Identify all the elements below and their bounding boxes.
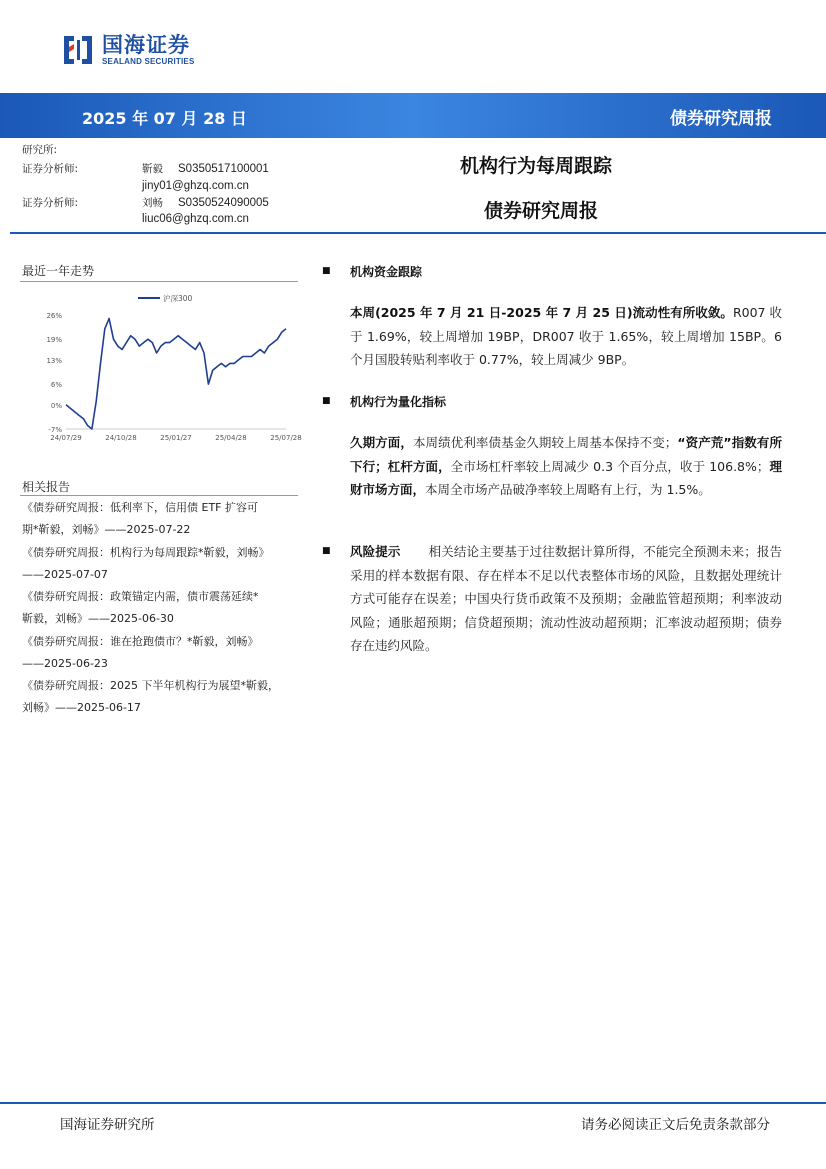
related-report-line[interactable]: 《债券研究周报：2025 下半年机构行为展望*靳毅， [22,679,279,692]
y-tick-label: 26% [46,312,62,320]
x-tick-label: 25/01/27 [160,434,192,442]
chart-x-axis [50,434,301,442]
risk-text: 相关结论主要基于过往数据计算所得，不能完全预测未来；报告采用的样本数据有限、存在样本不足以代表整体市场的风险，且数据处理统计方式可能存在误差；中国央行货币政策不及预期；金融监管超预期；利率波动风险；通胀超预期；信贷超预期；流动性波动超预期；汇率波动超预期；债券存在违约风险。 [350,544,782,653]
header-divider [10,232,826,234]
logo-english-name: SEALAND SECURITIES [102,57,195,66]
related-report-line[interactable]: ——2025-06-23 [22,657,108,670]
section-bullet-icon: ■ [322,396,331,406]
asset-shortage-lead: “资产荒”指数有所下行；杠杆方面， [350,435,782,474]
chart-y-axis [46,312,62,434]
duration-lead: 久期方面， [350,435,413,450]
duration-text: 本周绩优利率债基金久期较上周基本保持不变； [412,435,678,450]
analyst-name: 刘畅 [142,197,163,209]
risk-title: 风险提示 [350,544,401,559]
related-report-line[interactable]: 刘畅》——2025-06-17 [22,701,141,714]
related-divider [20,495,298,496]
report-type: 债券研究周报 [670,109,772,129]
risk-paragraph [350,540,782,658]
footer-institute: 国海证券研究所 [60,1117,155,1133]
wealth-text: 本周全市场产品破净率较上周略有上行，为 1.5%。 [425,482,711,497]
footer-divider [0,1102,826,1104]
analyst-code: S0350517100001 [178,163,269,175]
y-tick-label: 13% [46,356,62,365]
section-title: 机构行为量化指标 [350,395,447,409]
y-tick-label: 6% [50,381,62,390]
analyst-label: 证券分析师: [22,197,79,209]
x-tick-label: 24/07/29 [50,434,82,442]
analyst-code: S0350524090005 [178,197,269,209]
related-report-line[interactable]: 《债券研究周报：政策锚定内需，债市震荡延续* [22,590,259,603]
indicator-paragraph [350,431,782,502]
logo-mark-icon [60,32,96,68]
liquidity-text: R007 收于 1.69%，较上周增加 19BP，DR007 收于 1.65%，较上周增加 15BP。6 个月国股转贴利率收于 0.77%，较上周减少 9BP。 [350,305,782,367]
analyst-email[interactable]: jiny01@ghzq.com.cn [142,180,249,192]
trend-chart [20,281,302,447]
y-tick-label: 19% [46,336,62,345]
y-tick-label: 0% [50,401,62,410]
x-tick-label: 25/04/28 [215,434,247,442]
liquidity-lead: 本周(2025 年 7 月 21 日-2025 年 7 月 25 日)流动性有所收敛。 [350,305,733,320]
chart-legend [138,293,193,303]
related-report-line[interactable]: 《债券研究周报：低利率下，信用债 ETF 扩容可 [22,501,258,514]
wealth-lead: 理财市场方面， [350,458,782,497]
analyst-label: 证券分析师: [22,163,79,175]
series-line [66,319,286,430]
trend-heading: 最近一年走势 [22,264,95,278]
company-logo [60,30,220,70]
section-bullet-icon: ■ [322,266,331,276]
related-report-line[interactable]: 期*靳毅，刘畅》——2025-07-22 [22,523,191,536]
footer-disclaimer: 请务必阅读正文后免责条款部分 [581,1117,770,1133]
report-subtitle: 债券研究周报 [484,200,599,222]
related-report-line[interactable]: 《债券研究周报：谁在抢跑债市？*靳毅，刘畅》 [22,635,259,648]
related-heading: 相关报告 [22,480,71,494]
section-title: 机构资金跟踪 [350,265,423,279]
leverage-text: 全市场杠杆率较上周减少 0.3 个百分点，收于 106.8%； [450,458,770,474]
analyst-name: 靳毅 [142,163,163,175]
x-tick-label: 24/10/28 [105,434,137,442]
legend-label: 沪深300 [163,294,193,303]
related-report-line[interactable]: 靳毅，刘畅》——2025-06-30 [22,612,174,625]
x-tick-label: 25/07/28 [270,434,302,442]
analyst-email[interactable]: liuc06@ghzq.com.cn [142,213,249,225]
liquidity-paragraph [350,301,782,372]
related-report-line[interactable]: 《债券研究周报：机构行为每周跟踪*靳毅，刘畅》 [22,546,270,559]
section-bullet-icon: ■ [322,546,331,556]
report-title: 机构行为每周跟踪 [460,155,613,177]
logo-chinese-name: 国海证券 [102,33,190,57]
y-tick-label: -7% [48,426,62,434]
related-report-line[interactable]: ——2025-07-07 [22,568,108,581]
institute-label: 研究所: [22,144,58,156]
report-date: 2025 年 07 月 28 日 [82,109,247,128]
